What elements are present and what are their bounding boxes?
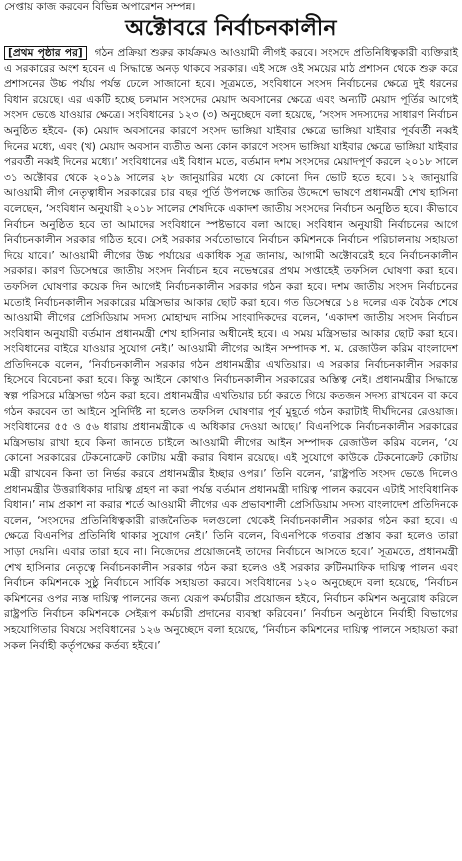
article-body — [4, 46, 458, 654]
article-text: গঠন প্রক্রিয়া শুরুর কার্যক্রমও আওয়ামী লীগই করবে। সংসদে প্রতিনিধিত্বকারী ব্যক্তিরাই এ সরকারের অংশ হবেন এ সিদ্ধান্তে অনড় থাকবে সরকার। এই সঙ্গে ওই সময়ের মাঠ প্রশাসন থেকে শুরু করে প্রশাসনের উচ্চ পর্যায় পর্যন্ত ঢেলে সাজানো হবে। সূত্রমতে, সংবিধানে সংসদ নির্বাচনের ক্ষেত্রে দুই ধরনের বিধান রয়েছে। এর একটি হচ্ছে চলমান সংসদের মেয়াদ অবসানের ক্ষেত্রে এবং অন্যটি মেয়াদ পূর্তির আগেই সংসদ ভেঙে যাওয়ার ক্ষেত্রে। সংবিধানের ১২৩ (৩) অনুচ্ছেদে বলা হয়েছে, ‘সংসদ সদস্যদের সাধারণ নির্বাচন অনুষ্ঠিত হইবে- (ক) মেয়াদ অবসানের কারণে সংসদ ভাঙ্গিয়া যাইবার ক্ষেত্রে ভাঙ্গিয়া যাইবার পূর্ববর্তী নব্বই দিনের মধ্যে, এবং (খ) মেয়াদ অবসান ব্যতীত অন্য কোন কারণে সংসদ ভাঙ্গিয়া যাইবার ক্ষেত্রে ভাঙ্গিয়া যাইবার পরবর্তী নব্বই দিনের মধ্যে।’ সংবিধানের এই বিধান মতে, বর্তমান দশম সংসদের মেয়াদপূর্ণ করলে ২০১৮ সালে ৩১ অক্টোবর থেকে ২০১৯ সালের ২৮ জানুয়ারির মধ্যে যে কোনো দিন ভোট হতে হবে। ১২ জানুয়ারি আওয়ামী লীগ নেতৃত্বাধীন সরকারের চার বছর পূর্তি উপলক্ষে জাতির উদ্দেশে ভাষণে প্রধানমন্ত্রী শেখ হাসিনা বলেছেন, ‘সংবিধান অনুযায়ী ২০১৮ সালের শেষদিকে একাদশ জাতীয় সংসদের নির্বাচন অনুষ্ঠিত হবে। কীভাবে নির্বাচন অনুষ্ঠিত হবে তা আমাদের সংবিধানে স্পষ্টভাবে বলা আছে। সংবিধান অনুযায়ী নির্বাচনের আগে নির্বাচনকালীন সরকার গঠিত হবে। সেই সরকার সর্বতোভাবে নির্বাচন কমিশনকে নির্বাচন পরিচালনায় সহায়তা দিয়ে যাবে।’ আওয়ামী লীগের উচ্চ পর্যায়ের একাধিক সূত্র জানায়, আগামী অক্টোবরেই হবে নির্বাচনকালীন সরকার। কারণ ডিসেম্বরে জাতীয় সংসদ নির্বাচন হবে নভেম্বরের প্রথম সপ্তাহেই তফসিল ঘোষণা করা হবে। তফসিল ঘোষণার কয়েক দিন আগেই নির্বাচনকালীন সরকার গঠন করা হবে। দশম জাতীয় সংসদ নির্বাচনের মতোই নির্বাচনকালীন সরকারের মন্ত্রিসভার আকার ছোট করা হবে। গত ডিসেম্বরে ১৪ দলের এক বৈঠক শেষে আওয়ামী লীগের প্রেসিডিয়াম সদস্য মোহাম্মদ নাসিম সাংবাদিকদের বলেন, ‘একাদশ জাতীয় সংসদ নির্বাচন সংবিধান অনুযায়ী বর্তমান প্রধানমন্ত্রী শেখ হাসিনার অধীনেই হবে। এ সময় মন্ত্রিসভার আকার ছোট করা হবে। সংবিধানের বাইরে যাওয়ার সুযোগ নেই।’ আওয়ামী লীগের আইন সম্পাদক শ. ম. রেজাউল করিম বাংলাদেশ প্রতিদিনকে বলেন, ‘নির্বাচনকালীন সরকার গঠন প্রধানমন্ত্রীর এখতিয়ার। এ সরকার নির্বাচনকালীন সরকার হিসেবে বিবেচনা করা হবে। কিন্তু আইনে কোথাও নির্বাচনকালীন সরকারের অস্তিত্ব নেই। প্রধানমন্ত্রীর সিদ্ধান্তে স্বল্প পরিসরে মন্ত্রিসভা গঠন করা হবে। প্রধানমন্ত্রীর এখতিয়ার চর্চা করতে গিয়ে কতজন সদস্য রাখবেন বা কবে গঠন করবেন তা আইনে সুনির্দিষ্ট না হলেও তফসিল ঘোষণার পূর্ব মুহূর্তে গঠন করাটাই দীর্ঘদিনের রেওয়াজ। সংবিধানের ৫৫ ও ৫৬ ধারায় প্রধানমন্ত্রীকে এ অধিকার দেওয়া আছে।’ বিএনপিকে নির্বাচনকালীন সরকারের মন্ত্রিসভায় রাখা হবে কিনা জানতে চাইলে আওয়ামী লীগের আইন সম্পাদক রেজাউল করিম বলেন, ‘যে কোনো সরকারের টেকনোক্রেট কোটায় মন্ত্রী করার বিধান রয়েছে। এই সুযোগে কাউকে টেকনোক্রেট কোটায় মন্ত্রী রাখবেন কিনা তা নির্ভর করবে প্রধানমন্ত্রীর ইচ্ছার ওপর।’ তিনি বলেন, ‘রাষ্ট্রপতি সংসদ ভেঙে দিলেও প্রধানমন্ত্রীর উত্তরাধিকার দায়িত্ব গ্রহণ না করা পর্যন্ত বর্তমান প্রধানমন্ত্রী দায়িত্ব পালন করবেন এটাই সাংবিধানিক বিধান।’ নাম প্রকাশ না করার শর্তে আওয়ামী লীগের এক প্রভাবশালী প্রেসিডিয়াম সদস্য বাংলাদেশ প্রতিদিনকে বলেন, ‘সংসদের প্রতিনিধিত্বকারী রাজনৈতিক দলগুলো থেকেই নির্বাচনকালীন সরকার গঠন করা হবে। এ ক্ষেত্রে বিএনপির প্রতিনিধি থাকার সুযোগ নেই।’ তিনি বলেন, বিএনপিকে গতবার প্রস্তাব করা হলেও তারা সাড়া দেয়নি। এবার তারা হবে না। নিজেদের প্রয়োজনেই তাদের নির্বাচনে আসতে হবে।’ সূত্রমতে, প্রধানমন্ত্রী শেখ হাসিনার নেতৃত্বে নির্বাচনকালীন সরকার গঠন করা হলেও ওই সরকার রুটিনমাফিক দায়িত্ব পালন এবং নির্বাচন কমিশনকে সুষ্ঠু নির্বাচনে সার্বিক সহায়তা করবে। সংবিধানের ১২০ অনুচ্ছেদে বলা হয়েছে, ‘নির্বাচন কমিশনের ওপর ন্যস্ত দায়িত্ব পালনের জন্য যেরূপ কর্মচারীর প্রয়োজন হইবে, নির্বাচন কমিশন অনুরোধ করিলে রাষ্ট্রপতি নির্বাচন কমিশনকে সেইরূপ কর্মচারী প্রদানের ব্যবস্থা করিবেন।’ নির্বাচন অনুষ্ঠানে নির্বাহী বিভাগের সহযোগিতার বিষয়ে সংবিধানের ১২৬ অনুচ্ছেদে বলা হয়েছে, ‘নির্বাচন কমিশনের দায়িত্ব পালনে সহায়তা করা সকল নির্বাহী কর্তৃপক্ষের কর্তব্য হইবে।’ — [4, 47, 458, 652]
continuation-label: [প্রথম পৃষ্ঠার পর] — [4, 46, 87, 60]
headline-container — [4, 16, 458, 42]
article-paragraph — [4, 46, 458, 654]
previous-article-fragment: সেপ্তায় কাজ করবেন বিভিন্ন অপারেশন সম্পন্ন। — [4, 1, 196, 13]
article-headline: অক্টোবরে নির্বাচনকালীন — [125, 16, 337, 41]
